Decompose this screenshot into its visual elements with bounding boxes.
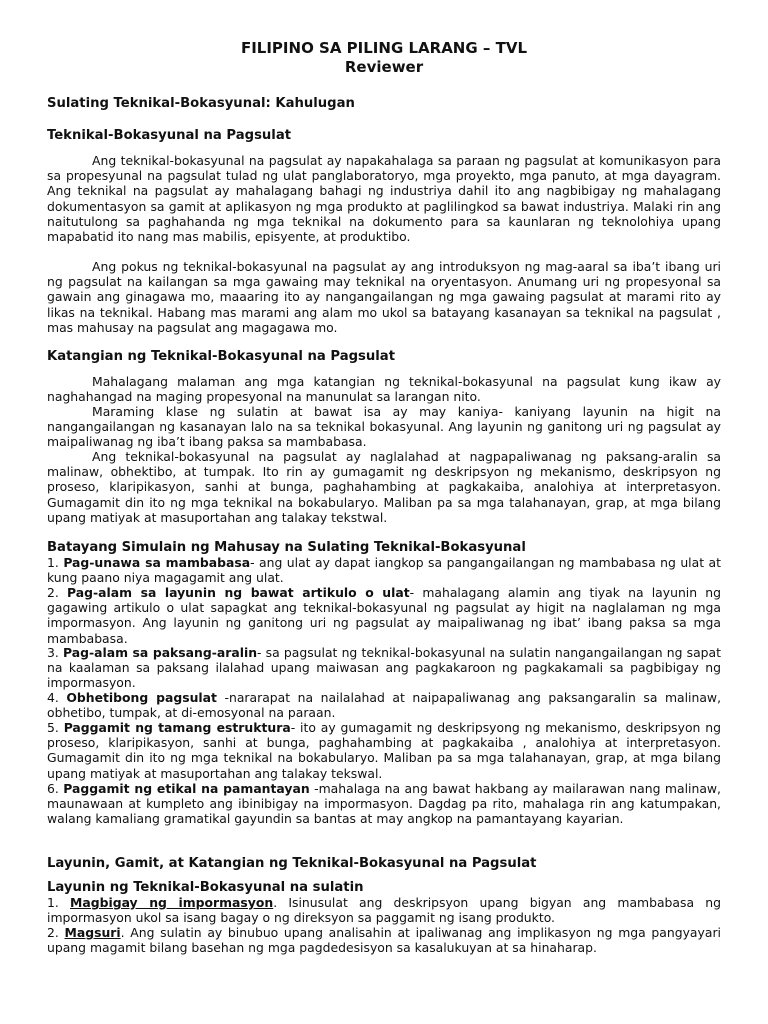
list-item	[47, 781, 721, 827]
paragraph: Mahalagang malaman ang mga katangian ng teknikal-bokasyunal na pagsulat kung ikaw ay naghahangad na maging propesyonal na manunulat sa larangan nito.	[47, 374, 721, 405]
paragraph: Ang teknikal-bokasyunal na pagsulat ay napakahalaga sa paraan ng pagsulat at komunikasyon para sa propesyunal na pagsulat tulad ng ulat panglaboratoryo, mga proyekto, mga panuto, at mga dayagram. Ang teknikal na pagsulat ay mahalagang bahagi ng industriya dahil ito ang nagbibigay ng mahalagang dokumentasyon sa gamit at aplikasyon ng mga produkto at paglilingkod sa bawat industriya. Malaki rin ang naitutulong sa paghahanda ng mga teknikal na dokumento para sa kaunlaran ng teknolohiya upang mapabatid ito nang mas mabilis, episyente, at produktibo.	[47, 153, 721, 245]
item-text: - ito ay gumagamit ng deskripsyong ng mekanismo, deskripsyon ng proseso, klaripikasyon, sanhi at bunga, paghahambing at pagkakaiba , analohiya at interpretasyon. Gumagamit din ito ng mga teknikal na bokabularyo. Maliban pa sa mga talahanayan, grap, at mga bilang upang matiyak at masuportahan ang talakay tekswal.	[47, 720, 721, 781]
list-item	[47, 585, 721, 646]
item-term: Pag-alam sa paksang-aralin	[63, 645, 258, 660]
item-number: 6.	[47, 781, 59, 796]
item-term: Paggamit ng tamang estruktura	[63, 720, 291, 735]
list-item	[47, 555, 721, 585]
item-text: -nararapat na nailalahad at naipapaliwanag ang paksangaralin sa malinaw, obhetibo, tumpak, at di-emosyonal na paraan.	[47, 690, 722, 721]
item-term: Obhetibong pagsulat	[66, 690, 217, 705]
list-item	[47, 895, 721, 925]
list-item	[47, 925, 721, 955]
item-term: Pag-alam sa layunin ng bawat artikulo o ulat	[67, 585, 410, 600]
item-text: -mahalaga na ang bawat hakbang ay mailarawan nang malinaw, maunawaan at kumpleto ang ibinibigay na impormasyon. Dagdag pa rito, mahalaga rin ang katumpakan, walang kamaliang gramatikal gayundin sa bantas at may angkop na pamantayang kayarian.	[47, 781, 721, 827]
document-title: FILIPINO SA PILING LARANG – TVL	[240, 39, 528, 57]
section-heading-layunin-gamit: Layunin, Gamit, at Katangian ng Teknikal-Bokasyunal na Pagsulat	[47, 856, 537, 871]
title-block	[0, 0, 768, 77]
item-number: 2.	[47, 925, 59, 940]
section-heading-kahulugan: Sulating Teknikal-Bokasyunal: Kahulugan	[47, 96, 355, 111]
paragraph: Ang teknikal-bokasyunal na pagsulat ay naglalahad at nagpapaliwanag ng paksang-aralin sa malinaw, obhektibo, at tumpak. Ito rin ay gumagamit ng deskripsyon ng mekanismo, deskripsyon ng proseso, klaripikasyon, sanhi at bunga, paghahambing at pagkakaiba, analohiya at interpretasyon. Gumagamit din ito ng mga teknikal na bokabularyo. Maliban pa sa mga talahanayan, grap, at mga bilang upang matiyak at masuportahan ang talakay tekstwal.	[47, 449, 721, 525]
subheading-teknikal-pagsulat: Teknikal-Bokasyunal na Pagsulat	[47, 128, 292, 143]
subheading-layunin: Layunin ng Teknikal-Bokasyunal na sulatin	[47, 880, 364, 895]
section-heading-katangian: Katangian ng Teknikal-Bokasyunal na Pagsulat	[47, 349, 395, 364]
list-item	[47, 645, 721, 691]
item-text: - ang ulat ay dapat iangkop sa pangangailangan ng mambabasa ng ulat at kung paano niya magagamit ang ulat.	[47, 555, 721, 586]
item-text: - mahalagang alamin ang tiyak na layunin ng gagawing artikulo o ulat sapagkat ang teknikal-bokasyunal ng pagsulat ay higit na naglalaman ng mga impormasyon. Ang layunin ng ganitong uri ng pagsulat ay maipaliwanag ng ibat’ ibang paksa sa mga mambabasa.	[47, 585, 721, 646]
item-text: - sa pagsulat ng teknikal-bokasyunal na sulatin nangangailangan ng sapat na kaalaman sa paksang ilalahad upang maiwasan ang pagkakaroon ng pagkakamali sa pagbibigay ng impormasyon.	[47, 645, 721, 691]
list-item	[47, 720, 721, 781]
item-number: 3.	[47, 645, 59, 660]
list-item	[47, 690, 721, 720]
item-number: 1.	[47, 895, 59, 910]
item-text: . Isinusulat ang deskripsyon upang bigyan ang mambabasa ng impormasyon ukol sa isang bagay o ng direksyon sa paggamit ng isang produkto.	[47, 895, 721, 926]
item-text: . Ang sulatin ay binubuo upang analisahin at ipaliwanag ang implikasyon ng mga pangyayari upang magamit bilang basehan ng mga pagdedesisyon sa kasalukuyan at sa hinaharap.	[47, 925, 721, 956]
paragraph: Ang pokus ng teknikal-bokasyunal na pagsulat ay ang introduksyon ng mag-aaral sa iba’t ibang uri ng pagsulat na kailangan sa mga gawaing may teknikal na oryentasyon. Anumang uri ng propesyonal sa gawain ang ginagawa mo, maaaring ito ay nangangailangan ng mga gawaing pagsulat at marami rito ay likas na teknikal. Habang mas marami ang alam mo ukol sa batayang kasanayan sa teknikal na pagsulat , mas mahusay na pagsulat ang magagawa mo.	[47, 259, 721, 335]
item-number: 2.	[47, 585, 59, 600]
item-number: 1.	[47, 555, 59, 570]
item-term: Pag-unawa sa mambabasa	[63, 555, 251, 570]
paragraph: Maraming klase ng sulatin at bawat isa ay may kaniya- kaniyang layunin na higit na nangangailangan ng kasanayan lalo na sa teknikal bokasyunal. Ang layunin ng ganitong uri ng pagsulat ay maipaliwanag ng iba’t ibang paksa sa mambabasa.	[47, 404, 721, 450]
item-number: 5.	[47, 720, 59, 735]
item-term: Magbigay ng impormasyon	[70, 895, 274, 910]
item-number: 4.	[47, 690, 59, 705]
item-term: Magsuri	[64, 925, 121, 940]
section-heading-batayang-simulain: Batayang Simulain ng Mahusay na Sulating Teknikal-Bokasyunal	[47, 540, 526, 555]
document-subtitle: Reviewer	[344, 58, 424, 76]
item-term: Paggamit ng etikal na pamantayan	[63, 781, 310, 796]
